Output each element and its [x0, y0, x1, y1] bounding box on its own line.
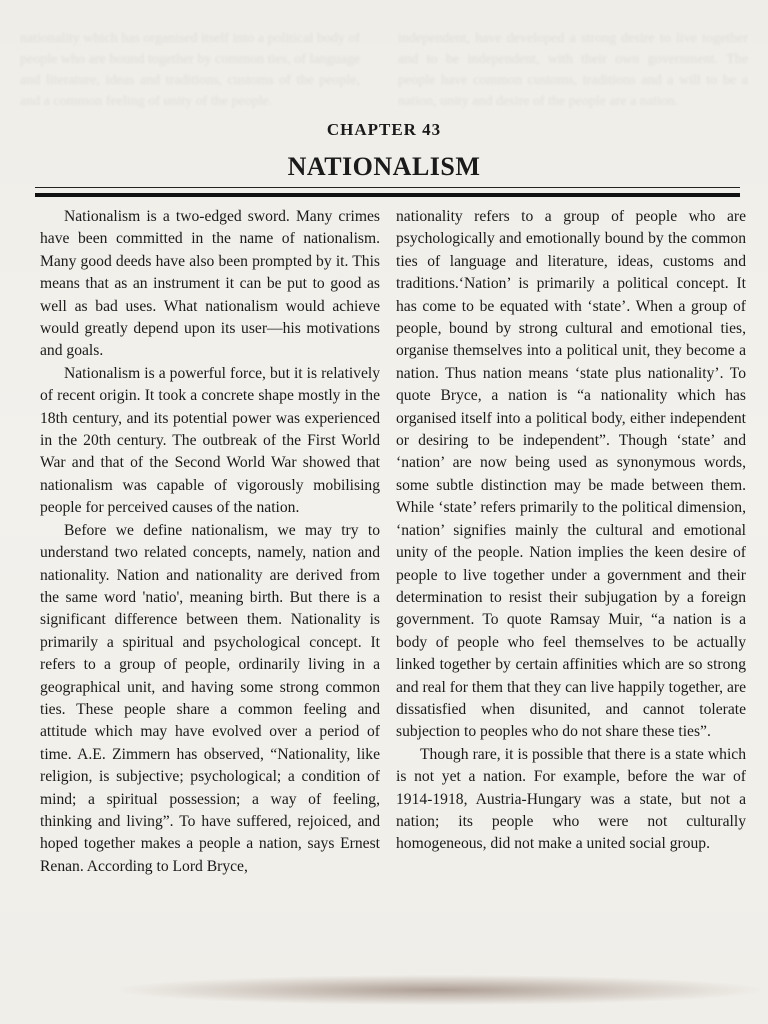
- paragraph: Though rare, it is possible that there is a state which is not yet a nation. For example, before the war of 1914-1918, Austria-Hungary was a state, but not a nation; its people who were not culturally homogeneous, did not make a united social group.: [396, 745, 746, 853]
- paragraph: Before we define nationalism, we may try to understand two related concepts, namely, nation and nationality. Nation and nationality are derived from the same word 'natio', meaning birth. But there is a significant difference between them. Nationality is primarily a spiritual and psychological concept. It refers to a group of people, ordinarily living in a geographical unit, and having some strong common ties. These people share a common feeling and attitude which may have evolved over a period of time. A.E. Zimmern has observed, “Nationality, like religion, is subjective; psychological; a condition of mind; a spiritual possession; a way of feeling, thinking and living”. To have suffered, rejoiced, and hoped together makes a people a nation, says Ernest Renan. According to Lord Bryce,: [40, 521, 380, 875]
- title-rule-thick: [35, 193, 740, 197]
- left-column: [40, 206, 380, 878]
- paragraph: Nationalism is a two-edged sword. Many crimes have been committed in the name of nationalism. Many good deeds have also been prompted by it. This means that as an instrument it can be put to good as well as bad uses. What nationalism would achieve would greatly depend upon its user—his motivations and goals.: [40, 208, 380, 360]
- right-column: [396, 206, 746, 856]
- paragraph-continued: nationality refers to a group of people who are psychologically and emotionally bound by the common ties of language and literature, ideas, customs and traditions.‘Nation’ is primarily a political concept. It has come to be equated with ‘state’. When a group of people, bound by strong cultural and emotional ties, organise themselves into a political unit, they become a nation. Thus nation means ‘state plus nationality’. To quote Bryce, a nation is “a nationality which has organised itself into a political body, either independent or desiring to be independent”. Though ‘state’ and ‘nation’ are now being used as synonymous words, some subtle distinction may be made between them. While ‘state’ refers primarily to the political dimension, ‘nation’ signifies mainly the cultural and emotional unity of the people. Nation implies the keen desire of people to live together under a government and their determination to resist their subjugation by a foreign government. To quote Ramsay Muir, “a nation is a body of people who feel themselves to be actually linked together by certain affinities which are so strong and real for them that they can live happily together, are dissatisfied when disunited, and cannot tolerate subjection to peoples who do not share these ties”.: [396, 208, 746, 741]
- show-through-text-left: nationality which has organised itself into a political body of people who are bound together by common ties, of language and literature, ideas and traditions, customs of the people, and a common feeling of unity of the people.: [20, 31, 360, 109]
- chapter-number: CHAPTER 43: [326, 120, 442, 139]
- paragraph: Nationalism is a powerful force, but it is relatively of recent origin. It took a concrete shape mostly in the 18th century, and its potential power was experienced in the 20th century. The outbreak of the First World War and that of the Second World War showed that nationalism was capable of vigorously mobilising people for perceived causes of the nation.: [40, 364, 380, 517]
- chapter-title: NATIONALISM: [287, 152, 481, 181]
- page-bottom-shadow: [120, 975, 760, 1005]
- title-rule-thin: [35, 187, 740, 188]
- show-through-text-right: independent, have developed a strong desire to live together and to be independent, with their own government. The people have common customs, traditions and a will to be a nation, unity and desire of the people are a nation.: [398, 31, 748, 109]
